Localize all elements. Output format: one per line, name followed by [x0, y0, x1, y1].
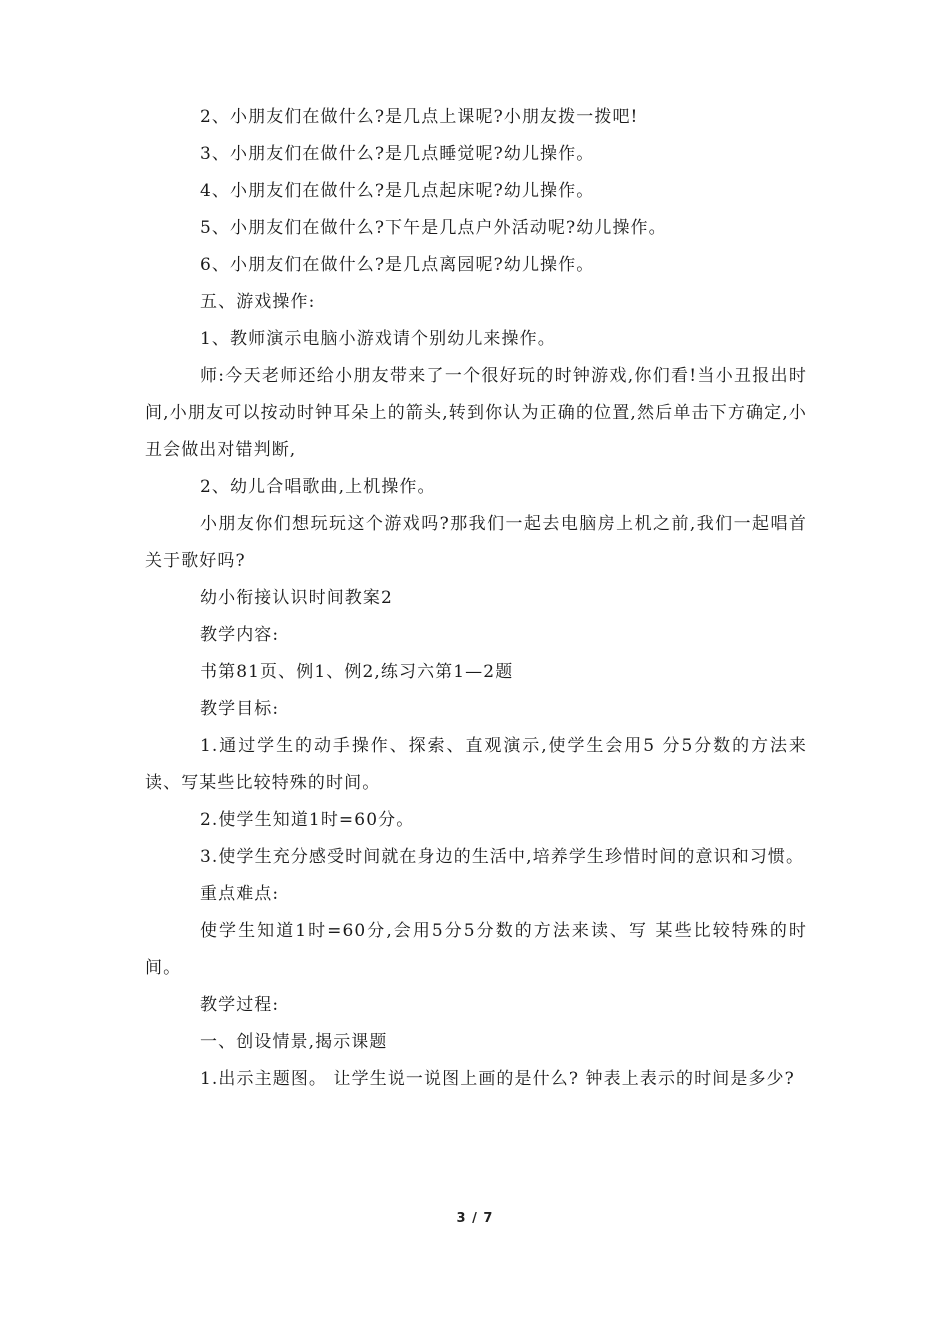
paragraph: 3、小朋友们在做什么?是几点睡觉呢?幼儿操作。: [200, 144, 595, 164]
paragraph: 书第81页、例1、例2,练习六第1—2题: [200, 662, 514, 682]
paragraph: 师:今天老师还给小朋友带来了一个很好玩的时钟游戏,你们看!当小丑报出时间,小朋友可以按动时钟耳朵上的箭头,转到你认为正确的位置,然后单击下方确定,小丑会做出对错判断,: [145, 366, 807, 460]
paragraph: 3.使学生充分感受时间就在身边的生活中,培养学生珍惜时间的意识和习惯。: [200, 847, 805, 867]
paragraph: 4、小朋友们在做什么?是几点起床呢?幼儿操作。: [200, 181, 595, 201]
document-body: [145, 99, 807, 1098]
section-heading: 教学内容:: [200, 625, 280, 645]
lesson-title: 幼小衔接认识时间教案2: [200, 588, 393, 608]
section-heading: 五、游戏操作:: [200, 292, 316, 312]
paragraph: 5、小朋友们在做什么?下午是几点户外活动呢?幼儿操作。: [200, 218, 667, 238]
paragraph: 1.出示主题图。 让学生说一说图上画的是什么? 钟表上表示的时间是多少?: [200, 1069, 795, 1089]
paragraph: 2.使学生知道1时=60分。: [200, 810, 415, 830]
paragraph: 1、教师演示电脑小游戏请个别幼儿来操作。: [200, 329, 556, 349]
section-heading: 重点难点:: [200, 884, 280, 904]
section-heading: 教学过程:: [200, 995, 280, 1015]
paragraph: 2、小朋友们在做什么?是几点上课呢?小朋友拨一拨吧!: [200, 107, 639, 127]
section-heading: 一、创设情景,揭示课题: [200, 1032, 388, 1052]
paragraph: 2、幼儿合唱歌曲,上机操作。: [200, 477, 436, 497]
paragraph: 使学生知道1时=60分,会用5分5分数的方法来读、写 某些比较特殊的时间。: [145, 921, 807, 978]
paragraph: 小朋友你们想玩玩这个游戏吗?那我们一起去电脑房上机之前,我们一起唱首关于歌好吗?: [145, 514, 807, 571]
section-heading: 教学目标:: [200, 699, 280, 719]
paragraph: 6、小朋友们在做什么?是几点离园呢?幼儿操作。: [200, 255, 595, 275]
page-number: 3 / 7: [456, 1211, 494, 1226]
paragraph: 1.通过学生的动手操作、探索、直观演示,使学生会用5 分5分数的方法来读、写某些比较特殊的时间。: [145, 736, 807, 793]
